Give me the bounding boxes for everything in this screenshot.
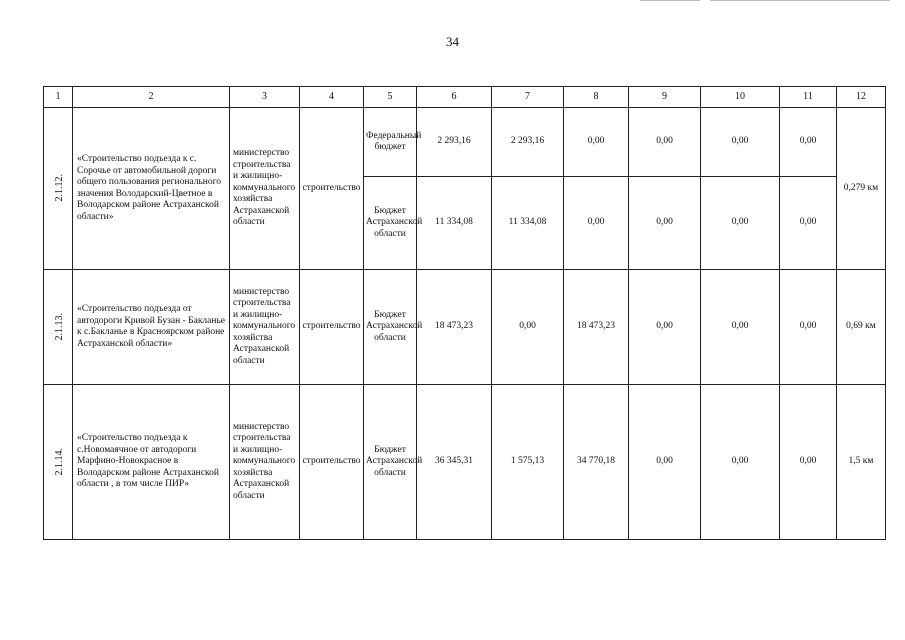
work-type: строительство xyxy=(300,108,364,270)
project-name: «Строительство подъезда от автодороги Кривой Бузан - Бакланье к с.Бакланье в Красноярском районе Астраханской области» xyxy=(73,270,230,385)
value-cell: 0,00 xyxy=(492,270,564,385)
column-header: 5 xyxy=(364,87,417,108)
column-header: 4 xyxy=(300,87,364,108)
value-cell: 2 293,16 xyxy=(492,108,564,177)
value-cell: 0,00 xyxy=(629,385,701,540)
column-header: 1 xyxy=(44,87,73,108)
value-cell: 0,00 xyxy=(780,385,837,540)
length-cell: 0,279 км xyxy=(837,108,886,270)
value-cell: 0,00 xyxy=(629,108,701,177)
column-header: 2 xyxy=(73,87,230,108)
value-cell: 0,00 xyxy=(564,177,629,270)
value-cell: 1 575,13 xyxy=(492,385,564,540)
column-header: 9 xyxy=(629,87,701,108)
row-code-cell xyxy=(44,385,73,540)
value-cell: 11 334,08 xyxy=(492,177,564,270)
value-cell: 0,00 xyxy=(701,177,780,270)
column-header: 11 xyxy=(780,87,837,108)
table-row xyxy=(44,108,886,177)
length-cell: 1,5 км xyxy=(837,385,886,540)
row-code-cell xyxy=(44,108,73,270)
column-header: 7 xyxy=(492,87,564,108)
table-row xyxy=(44,270,886,385)
value-cell: 0,00 xyxy=(780,177,837,270)
work-type: строительство xyxy=(300,270,364,385)
value-cell: 0,00 xyxy=(629,270,701,385)
responsible-org: министерство строительства и жилищно-коммунального хозяйства Астраханской области xyxy=(230,385,300,540)
scan-artifact-line xyxy=(710,0,890,1)
value-cell: 36 345,31 xyxy=(417,385,492,540)
column-header: 3 xyxy=(230,87,300,108)
column-header: 8 xyxy=(564,87,629,108)
table-row xyxy=(44,385,886,540)
row-code-cell xyxy=(44,270,73,385)
value-cell: 0,00 xyxy=(701,385,780,540)
value-cell: 34 770,18 xyxy=(564,385,629,540)
funding-source: Бюджет Астраханской области xyxy=(364,385,417,540)
column-header: 6 xyxy=(417,87,492,108)
value-cell: 0,00 xyxy=(629,177,701,270)
row-code: 2.1.12. xyxy=(54,174,65,202)
value-cell: 11 334,08 xyxy=(417,177,492,270)
funding-source: Бюджет Астраханской области xyxy=(364,177,417,270)
responsible-org: министерство строительства и жилищно-коммунального хозяйства Астраханской области xyxy=(230,270,300,385)
funding-source: Федеральный бюджет xyxy=(364,108,417,177)
project-name: «Строительство подъезда к с.Новомаячное от автодороги Марфино-Новокрасное в Володарском районе Астраханской области , в том числе ПИР» xyxy=(73,385,230,540)
header-row xyxy=(44,87,886,108)
page-number: 34 xyxy=(446,34,459,49)
value-cell: 0,00 xyxy=(701,108,780,177)
length-cell: 0,69 км xyxy=(837,270,886,385)
data-table xyxy=(43,86,886,540)
value-cell: 0,00 xyxy=(780,108,837,177)
row-code: 2.1.14. xyxy=(54,447,65,476)
value-cell: 0,00 xyxy=(780,270,837,385)
column-header: 12 xyxy=(837,87,886,108)
value-cell: 2 293,16 xyxy=(417,108,492,177)
column-header: 10 xyxy=(701,87,780,108)
funding-source: Бюджет Астраханской области xyxy=(364,270,417,385)
value-cell: 18 473,23 xyxy=(417,270,492,385)
scan-artifact-line xyxy=(640,0,700,1)
value-cell: 0,00 xyxy=(701,270,780,385)
responsible-org: министерство строительства и жилищно-коммунального хозяйства Астраханской области xyxy=(230,108,300,270)
project-name: «Строительство подъезда к с. Сорочье от автомобильной дороги общего пользования регионального значения Володарский-Цветное в Володарском районе Астраханской области» xyxy=(73,108,230,270)
value-cell: 18 473,23 xyxy=(564,270,629,385)
work-type: строительство xyxy=(300,385,364,540)
value-cell: 0,00 xyxy=(564,108,629,177)
row-code: 2.1.13. xyxy=(54,312,65,341)
